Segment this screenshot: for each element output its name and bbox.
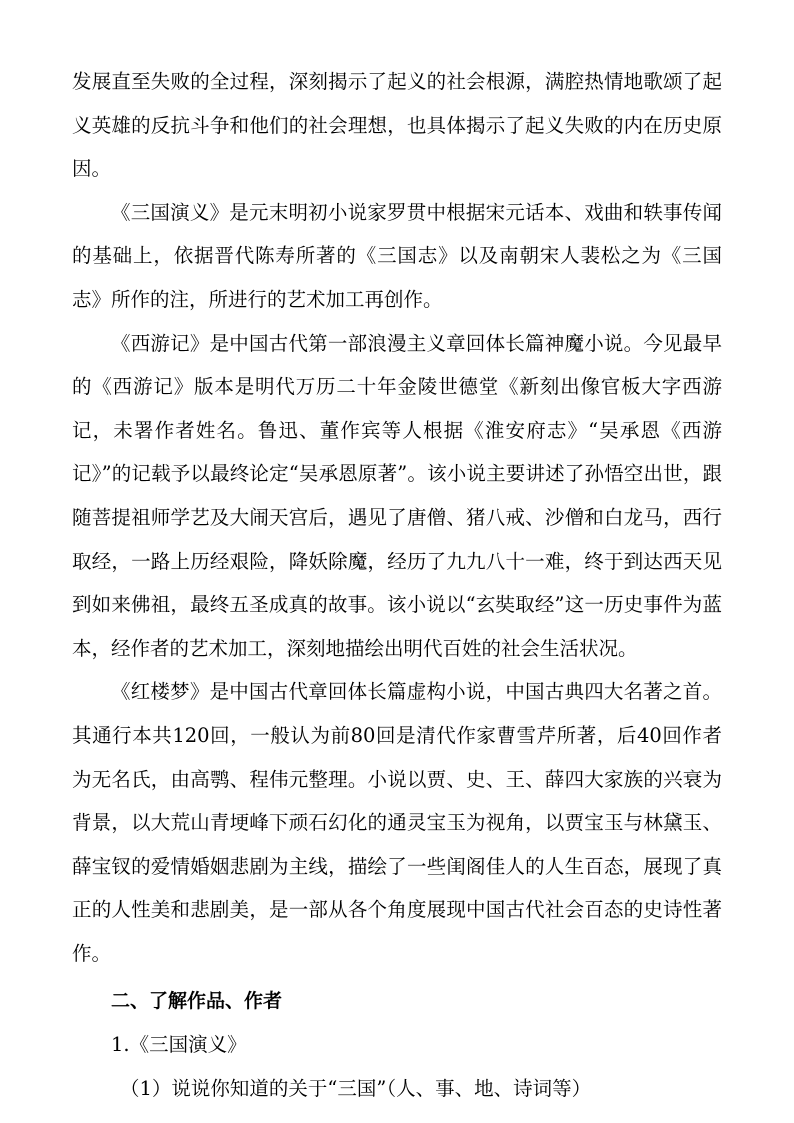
- list-item-1: 1.《三国演义》: [111, 1033, 247, 1057]
- list-item-1-1: （1）说说你知道的关于“三国”（人、事、地、诗词等）: [120, 1077, 592, 1101]
- paragraph-honglou: 《红楼梦》是中国古代章回体长篇虚构小说，中国古典四大名著之首。其通行本共120回，一般认为前80回是清代作家曹雪芹所著，后40回作者为无名氏，由高鹗、程伟元整理。小说以贾、史、王、薛四大家族的兴衰为背景，以大荒山青埂峰下顽石幻化的通灵宝玉为视角，以贾宝玉与林黛玉、薛宝钗的爱情婚姻悲剧为主线，描绘了一些闺阁佳人的人生百态，展现了真正的人性美和悲剧美，是一部从各个角度展现中国古代社会百态的史诗性著作。: [72, 680, 722, 965]
- paragraph-sanguo: 《三国演义》是元末明初小说家罗贯中根据宋元话本、戏曲和轶事传闻的基础上，依据晋代陈寿所著的《三国志》以及南朝宋人裴松之为《三国志》所作的注，所进行的艺术加工再创作。: [72, 200, 722, 311]
- document-page: [72, 60, 722, 1111]
- section-heading: 二、了解作品、作者: [111, 990, 283, 1013]
- paragraph-continuation: 发展直至失败的全过程，深刻揭示了起义的社会根源，满腔热情地歌颂了起义英雄的反抗斗争和他们的社会理想，也具体揭示了起义失败的内在历史原因。: [72, 70, 722, 181]
- paragraph-xiyou: 《西游记》是中国古代第一部浪漫主义章回体长篇神魔小说。今见最早的《西游记》版本是明代万历二十年金陵世德堂《新刻出像官板大字西游记，未署作者姓名。鲁迅、董作宾等人根据《淮安府志》“吴承恩《西游记》”的记载予以最终论定“吴承恩原著”。该小说主要讲述了孙悟空出世，跟随菩提祖师学艺及大闹天宫后，遇见了唐僧、猪八戒、沙僧和白龙马，西行取经，一路上历经艰险，降妖除魔，经历了九九八十一难，终于到达西天见到如来佛祖，最终五圣成真的故事。该小说以“玄奘取经”这一历史事件为蓝本，经作者的艺术加工，深刻地描绘出明代百姓的社会生活状况。: [72, 331, 722, 660]
